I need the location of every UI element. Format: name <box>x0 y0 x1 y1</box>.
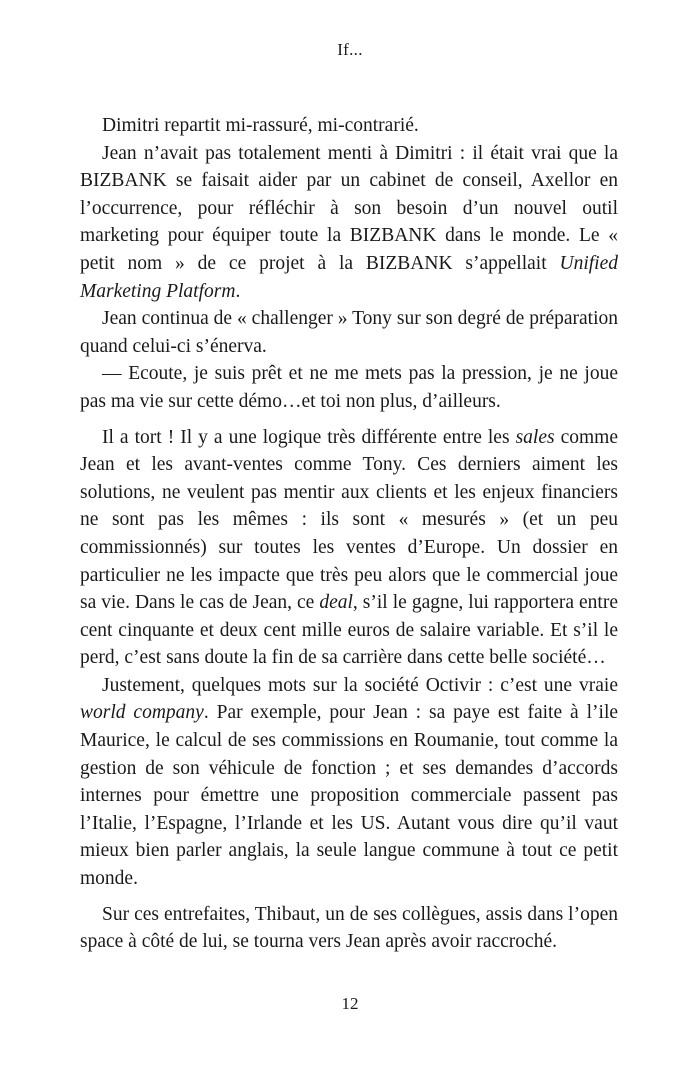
text-run: Dimitri repartit mi-rassuré, mi-contrarié. <box>102 115 419 136</box>
paragraph <box>80 672 618 893</box>
italic-run: sales <box>515 426 555 448</box>
text-run: Jean continua de « challenger » Tony sur son degré de préparation quand celui-ci s’énerva. <box>80 308 618 357</box>
text-run: — Ecoute, je suis prêt et ne me mets pas la pression, je ne joue pas ma vie sur cette démo…et toi non plus, d’ailleurs. <box>80 363 618 412</box>
body-text <box>80 112 618 956</box>
italic-run: deal <box>319 592 353 614</box>
paragraph <box>80 901 618 956</box>
text-run: , s’il le gagne, lui rapportera entre cent cinquante et deux cent mille euros de salaire variable. Et s’il le perd, c’est sans doute la fin de sa carrière dans cette belle société… <box>80 592 618 669</box>
text-run: comme Jean et les avant-ventes comme Tony. Ces derniers aiment les solutions, ne veulent pas mentir aux clients et les enjeux financiers ne sont pas les mêmes : ils sont « mesurés » (et un peu commissionnés) sur toutes les ventes d’Europe. Un dossier en particulier ne les impacte que très peu alors que le commercial joue sa vie. Dans le cas de Jean, ce <box>80 426 618 614</box>
text-run: Sur ces entrefaites, Thibaut, un de ses collègues, assis dans l’open space à côté de lui, se tourna vers Jean après avoir raccroché. <box>80 903 618 953</box>
text-run: Justement, quelques mots sur la société Octivir : c’est une vraie <box>102 674 618 696</box>
paragraph <box>80 305 618 360</box>
page-number: 12 <box>341 994 359 1013</box>
paragraph <box>80 360 618 415</box>
paragraph <box>80 424 618 672</box>
text-run: Jean n’avait pas totalement menti à Dimitri : il était vrai que la BIZBANK se faisait aider par un cabinet de conseil, Axellor en l’occurrence, pour réfléchir à son besoin d’un nouvel outil marketing pour équiper toute la BIZBANK dans le monde. Le « petit nom » de ce projet à la BIZBANK s’appellait <box>80 142 618 274</box>
running-head: If... <box>337 40 363 59</box>
text-run: . <box>235 280 241 302</box>
italic-run: world company <box>80 702 204 724</box>
italic-run: Unified Marketing Platform <box>80 252 618 302</box>
text-run: . Par exemple, pour Jean : sa paye est faite à l’ile Maurice, le calcul de ses commissions en Roumanie, tout comme la gestion de son véhicule de fonction ; et ses demandes d’accords internes pour émettre une proposition commerciale passent pas l’Italie, l’Espagne, l’Irlande et les US. Autant vous dire qu’il vaut mieux bien parler anglais, la seule langue commune à tout ce petit monde. <box>80 702 619 890</box>
text-run: Il a tort ! Il y a une logique très différente entre les <box>102 426 516 448</box>
paragraph <box>80 140 618 306</box>
paragraph <box>80 112 618 140</box>
